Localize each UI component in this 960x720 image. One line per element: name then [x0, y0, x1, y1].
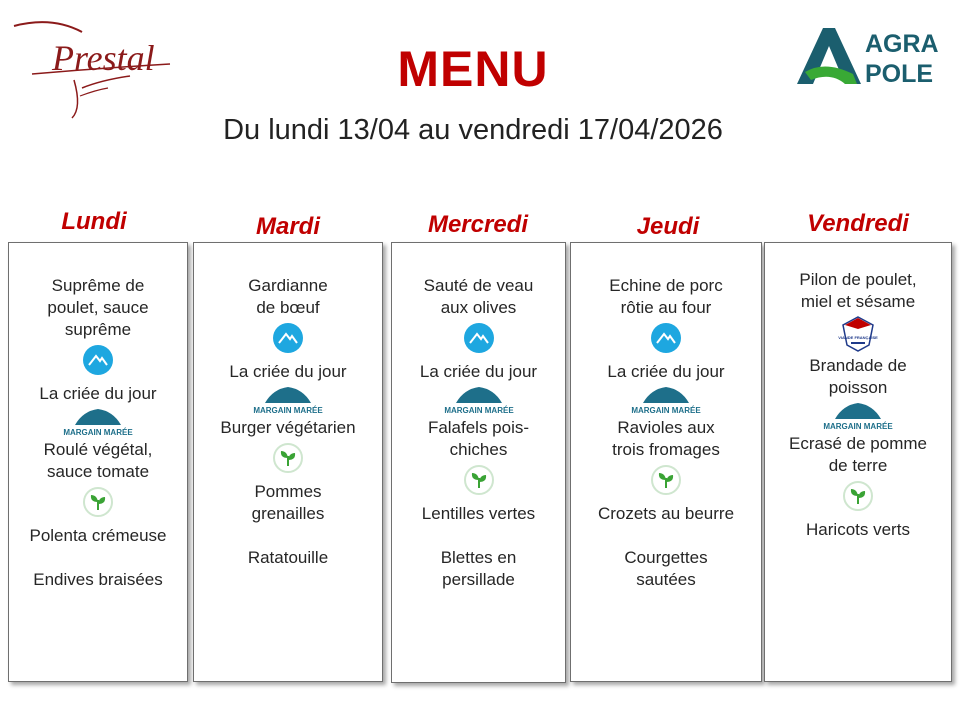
dish-vegetarian: Burger végétarien	[220, 418, 356, 437]
dish-side-1: Pommes grenailles	[251, 482, 325, 523]
day-column-vendredi	[764, 242, 952, 682]
dish-side-2: Courgettes sautées	[624, 548, 708, 589]
margain-maree-icon	[815, 399, 901, 431]
svg-text:MARGAIN MARÉE: MARGAIN MARÉE	[253, 406, 323, 415]
dish-side-2: Blettes en persillade	[440, 548, 517, 589]
margain-maree-icon	[245, 383, 331, 415]
day-column-jeudi	[570, 242, 762, 682]
mountain-label-icon	[83, 345, 113, 375]
dish-side-2: Haricots verts	[806, 520, 910, 539]
dish-fish: La criée du jour	[607, 362, 725, 381]
svg-text:MARGAIN MARÉE: MARGAIN MARÉE	[823, 422, 893, 431]
vegetarian-leaf-icon	[651, 465, 681, 495]
vegetarian-leaf-icon	[83, 487, 113, 517]
day-title-mercredi: Mercredi	[427, 211, 529, 238]
mountain-label-icon	[651, 323, 681, 353]
day-column-mardi	[193, 242, 383, 682]
dish-fish: Brandade de poisson	[809, 356, 907, 397]
dish-fish: La criée du jour	[39, 384, 157, 403]
vegetarian-leaf-icon	[273, 443, 303, 473]
dish-side-1: Crozets au beurre	[597, 504, 735, 523]
dish-main: Gardianne de bœuf	[248, 276, 328, 317]
page-title: MENU	[397, 41, 549, 97]
dish-side-1: Lentilles vertes	[421, 504, 536, 523]
svg-text:MARGAIN MARÉE: MARGAIN MARÉE	[63, 428, 133, 437]
day-column-mercredi	[391, 242, 566, 683]
dish-fish: La criée du jour	[419, 362, 538, 381]
date-range: Du lundi 13/04 au vendredi 17/04/2026	[223, 114, 723, 146]
dish-vegetarian: Roulé végétal, sauce tomate	[43, 440, 153, 481]
day-title-lundi: Lundi	[61, 208, 127, 235]
vegetarian-leaf-icon	[464, 465, 494, 495]
day-title-mardi: Mardi	[255, 213, 320, 240]
dish-vegetarian: Falafels pois- chiches	[427, 418, 530, 459]
dish-side-1: Ecrasé de pomme de terre	[789, 434, 927, 475]
dish-side-2: Ratatouille	[247, 548, 329, 567]
svg-text:VIANDE FRANÇAISE: VIANDE FRANÇAISE	[838, 335, 878, 340]
svg-text:MARGAIN MARÉE: MARGAIN MARÉE	[631, 406, 701, 415]
dish-main: Suprême de poulet, sauce suprême	[47, 276, 149, 339]
mountain-label-icon	[464, 323, 494, 353]
day-title-vendredi: Vendredi	[807, 210, 909, 237]
margain-maree-icon	[55, 405, 141, 437]
day-column-lundi	[8, 242, 188, 682]
svg-text:MARGAIN MARÉE: MARGAIN MARÉE	[443, 406, 514, 415]
viande-francaise-icon	[838, 315, 878, 353]
agrapole-line1: AGRA	[865, 30, 939, 58]
svg-text:Prestal: Prestal	[52, 38, 155, 78]
dish-main: Sauté de veau aux olives	[423, 276, 534, 317]
dish-main: Echine de porc rôtie au four	[609, 276, 723, 317]
mountain-label-icon	[273, 323, 303, 353]
dish-side-2: Endives braisées	[33, 570, 163, 589]
dish-fish: La criée du jour	[229, 362, 347, 381]
vegetarian-leaf-icon	[843, 481, 873, 511]
day-title-jeudi: Jeudi	[636, 213, 700, 240]
margain-maree-icon	[623, 383, 709, 415]
agrapole-line2: POLE	[865, 60, 934, 88]
margain-maree-icon	[436, 383, 522, 415]
dish-main: Pilon de poulet, miel et sésame	[799, 270, 917, 311]
dish-side-1: Polenta crémeuse	[29, 526, 167, 545]
dish-vegetarian: Ravioles aux trois fromages	[612, 418, 720, 459]
